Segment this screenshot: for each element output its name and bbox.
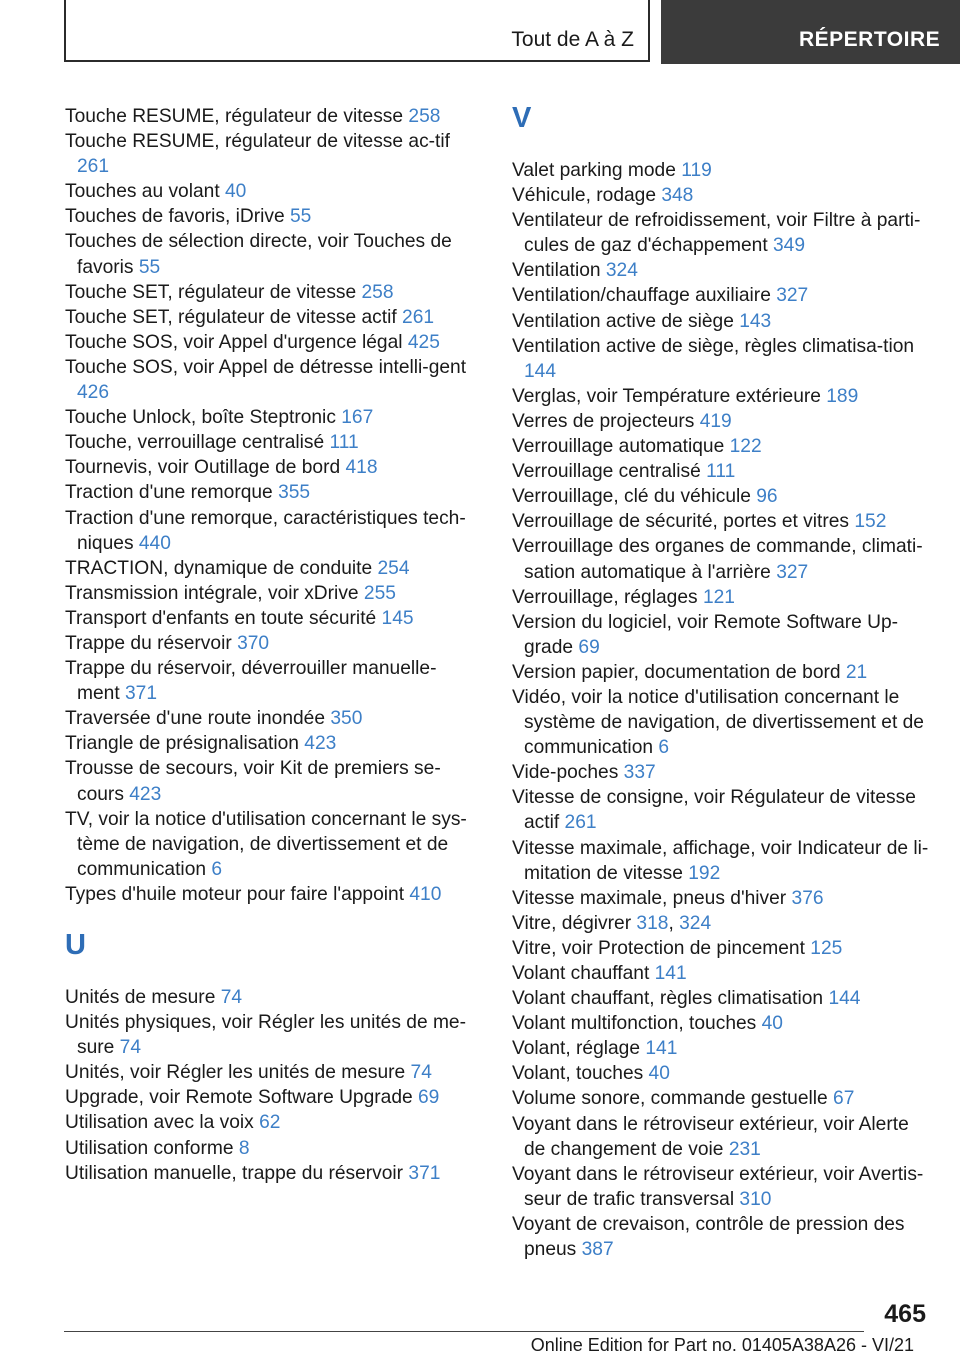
page-reference-link[interactable]: 261 [564, 812, 597, 834]
index-entry [65, 229, 475, 279]
index-entry-text: Ventilation active de siège [512, 310, 740, 332]
index-entry [512, 484, 932, 509]
index-entry-text: Touches de sélection directe, voir Touches de favoris [65, 231, 452, 278]
index-entry [512, 183, 932, 208]
index-entry [65, 731, 475, 756]
index-entry-text: Utilisation manuelle, trappe du réservoir [65, 1162, 409, 1184]
page-reference-link[interactable]: 152 [854, 511, 887, 533]
page-reference-link[interactable]: 337 [623, 762, 656, 784]
index-entry [512, 158, 932, 183]
index-entry [512, 886, 932, 911]
index-entry [65, 581, 475, 606]
index-entry-text: Volant multifonction, touches [512, 1013, 762, 1035]
page-reference-link[interactable]: 418 [345, 457, 378, 479]
index-entry [65, 882, 475, 907]
page-reference-link[interactable]: 69 [578, 636, 600, 658]
index-entry-text: Touche SOS, voir Appel d'urgence légal [65, 331, 408, 353]
index-entry: Vitre, dégivrer 318, 324 [512, 912, 712, 934]
index-entry [512, 1162, 932, 1212]
index-column-right [512, 104, 932, 1262]
page-reference-link[interactable]: 348 [661, 185, 694, 207]
index-entry [512, 986, 932, 1011]
index-entry [65, 1060, 475, 1085]
page-reference-link[interactable]: 261 [402, 306, 435, 328]
index-entry [512, 785, 932, 835]
page-reference-link[interactable]: 370 [237, 632, 270, 654]
page-reference-link[interactable]: 40 [648, 1063, 670, 1085]
index-entry [512, 1086, 932, 1111]
page-reference-link[interactable]: 67 [833, 1088, 855, 1110]
index-entry-text: Touche RESUME, régulateur de vitesse [65, 106, 409, 127]
index-entry-text: Touches de favoris, iDrive [65, 206, 291, 228]
page-reference-link[interactable]: 122 [729, 436, 762, 458]
index-entry [65, 1136, 475, 1161]
index-entry-text: Ventilation/chauffage auxiliaire [512, 285, 777, 307]
section-tab [64, 0, 650, 62]
chapter-tab [661, 0, 960, 64]
index-entry [65, 305, 475, 330]
index-entry [65, 631, 475, 656]
index-entry [512, 283, 932, 308]
page-reference-link[interactable]: 111 [329, 432, 359, 454]
page-reference-link[interactable]: 141 [654, 963, 687, 984]
index-entry-text: Version papier, documentation de bord [512, 661, 846, 683]
index-entry [65, 606, 475, 631]
index-entry [512, 1036, 932, 1061]
page-reference-link[interactable]: 40 [761, 1013, 783, 1035]
page-reference-link[interactable]: 426 [77, 382, 110, 404]
index-entry-text: Verrouillage des organes de commande, climati‐sation automatique à l'arrière [512, 536, 923, 583]
page-reference-link[interactable]: 410 [409, 883, 442, 905]
index-entry [512, 685, 932, 760]
index-entry [65, 1010, 475, 1060]
page-reference-link[interactable]: 55 [290, 206, 312, 228]
index-entry [65, 405, 475, 430]
page-reference-link[interactable]: 189 [826, 385, 859, 407]
index-entry-text: Tournevis, voir Outillage de bord [65, 457, 346, 479]
index-letter-heading: V [512, 102, 532, 134]
index-entry [65, 455, 475, 480]
index-entry-text: Touche SET, régulateur de vitesse actif [65, 306, 403, 328]
index-entry-text: Upgrade, voir Remote Software Upgrade [65, 1087, 419, 1109]
index-entry-text: Unités physiques, voir Régler les unités de me‐sure [65, 1012, 466, 1059]
index-entry [512, 585, 932, 610]
index-entry-text: Touche, verrouillage centralisé [65, 432, 330, 454]
page-reference-link[interactable]: 423 [304, 733, 337, 755]
page-reference-link[interactable]: 318 [636, 912, 669, 934]
index-entry [512, 961, 932, 986]
index-entry-text: Ventilation [512, 260, 606, 282]
page-reference-link[interactable]: 74 [410, 1062, 432, 1084]
index-entry [512, 208, 932, 258]
page-reference-link[interactable]: 310 [739, 1188, 772, 1210]
index-entry-text: Verrouillage, clé du véhicule [512, 486, 757, 508]
page-reference-link[interactable]: 143 [739, 310, 772, 332]
index-entry [65, 129, 475, 179]
page-reference-link[interactable]: 55 [138, 256, 161, 278]
index-entry [512, 1061, 932, 1086]
index-entry-text: Vitre, voir Protection de pincement [512, 937, 811, 959]
index-entry [512, 1112, 932, 1162]
index-entry [65, 807, 475, 882]
page-reference-link[interactable]: 144 [524, 360, 557, 382]
index-entry [65, 656, 475, 706]
page-reference-link[interactable]: 355 [278, 482, 311, 504]
index-entry [512, 836, 932, 886]
index-entry-text: Vitesse de consigne, voir Régulateur de vitesse actif [512, 787, 916, 834]
page-reference-link[interactable]: 261 [77, 156, 110, 178]
index-entry-text: Verrouillage de sécurité, portes et vitres [512, 511, 855, 533]
index-entry [65, 756, 475, 806]
index-entry [65, 355, 475, 405]
index-entry-text: TV, voir la notice d'utilisation concernant le sys‐tème de navigation, de divertissement et de communication [65, 808, 467, 880]
page-reference-link[interactable]: 350 [330, 708, 363, 730]
index-entry-text: Volume sonore, commande gestuelle [512, 1088, 834, 1110]
page-reference-link[interactable]: 440 [138, 532, 171, 554]
index-entry-text: Touche RESUME, régulateur de vitesse ac‐tif [65, 131, 450, 153]
section-tab-label: Tout de A à Z [511, 28, 634, 51]
page-reference-link[interactable]: 231 [728, 1138, 761, 1160]
page-reference-link[interactable]: 40 [225, 181, 247, 203]
page-reference-link[interactable]: 192 [688, 862, 721, 884]
page-reference-link[interactable]: 419 [699, 410, 732, 432]
index-entry-text: Utilisation conforme [65, 1137, 239, 1159]
index-entry [65, 280, 475, 305]
page-reference-link[interactable]: 121 [702, 586, 735, 608]
page-reference-link[interactable]: 255 [363, 582, 396, 604]
index-entry-text: Volant, réglage [512, 1038, 646, 1060]
index-entry-text: Trappe du réservoir [65, 632, 238, 654]
page-reference-link[interactable]: 74 [220, 987, 243, 1008]
index-entry [512, 434, 932, 459]
page-reference-link[interactable]: 62 [259, 1112, 281, 1134]
index-entry-text: Unités, voir Régler les unités de mesure [65, 1062, 411, 1084]
index-entry-text: Voyant dans le rétroviseur extérieur, voir Avertis‐seur de trafic transversal [512, 1163, 924, 1210]
index-entry-text: Traversée d'une route inondée [65, 708, 331, 730]
page-reference-link[interactable]: 96 [756, 486, 778, 508]
index-entry [65, 204, 475, 229]
index-entry-text: Utilisation avec la voix [65, 1112, 260, 1134]
page-reference-link[interactable]: 387 [581, 1239, 614, 1261]
index-entry-text: Verrouillage automatique [512, 436, 730, 458]
page-reference-link[interactable]: 258 [408, 106, 441, 127]
page-reference-link[interactable]: 141 [645, 1038, 678, 1060]
index-entry [65, 706, 475, 731]
page-reference-link[interactable]: 144 [828, 988, 861, 1010]
index-entry [512, 309, 932, 334]
index-entry-text: Volant chauffant, règles climatisation [512, 988, 829, 1010]
index-entry-text: Touches au volant [65, 181, 226, 203]
index-entry [65, 430, 475, 455]
index-entry-text: Touche SOS, voir Appel de détresse intelli‐gent [65, 356, 467, 378]
index-entry-text: Version du logiciel, voir Remote Software Up‐grade [512, 611, 899, 658]
chapter-tab-label: RÉPERTOIRE [799, 28, 941, 51]
index-entry-text: TRACTION, dynamique de conduite [65, 557, 378, 579]
page-reference-link[interactable]: 258 [361, 281, 394, 303]
index-entry [65, 985, 475, 1010]
page-reference-link[interactable]: 327 [776, 285, 809, 307]
page-reference-link[interactable]: 69 [418, 1087, 440, 1109]
index-entry-text: Voyant de crevaison, contrôle de pression des pneus [512, 1213, 905, 1261]
index-entry-text: Types d'huile moteur pour faire l'appoint [65, 883, 410, 905]
index-entry-text: Vitesse maximale, affichage, voir Indicateur de li‐mitation de vitesse [512, 837, 929, 884]
page-reference-link[interactable]: 376 [791, 887, 824, 909]
page-reference-link[interactable]: 119 [681, 160, 712, 181]
index-entry [512, 610, 932, 660]
page-reference-link[interactable]: 423 [129, 783, 162, 805]
index-entry-text: Touche Unlock, boîte Steptronic [65, 407, 342, 429]
index-entry-text: Vitesse maximale, pneus d'hiver [512, 887, 792, 909]
page-reference-link[interactable]: 324 [679, 912, 712, 934]
page-reference-link[interactable]: 327 [776, 561, 809, 583]
page-reference-link[interactable]: 324 [605, 260, 638, 282]
index-entry-text: Voyant dans le rétroviseur extérieur, voir Alerte de changement de voie [512, 1113, 909, 1160]
page-reference-link[interactable]: 371 [408, 1162, 441, 1184]
page-reference-link[interactable]: 371 [125, 683, 158, 705]
index-entry-text: Valet parking mode [512, 160, 682, 181]
index-entry [65, 556, 475, 581]
index-entry-text: Touche SET, régulateur de vitesse [65, 281, 362, 303]
page-reference-link[interactable]: 74 [119, 1037, 142, 1059]
footer-edition: Online Edition for Part no. 01405A38A26 - VI/21 [530, 1335, 914, 1355]
index-entry [512, 1212, 932, 1262]
index-entry-text: Traction d'une remorque, caractéristiques tech‐niques [65, 507, 466, 554]
index-entry-text: Trappe du réservoir, déverrouiller manuelle‐ment [65, 658, 437, 705]
index-entry-text: Ventilateur de refroidissement, voir Filtre à parti‐cules de gaz d'échappement [512, 210, 921, 257]
index-entry [512, 534, 932, 584]
page-reference-link[interactable]: 145 [381, 607, 414, 629]
index-entry-text: Volant chauffant [512, 963, 655, 984]
page-reference-link[interactable]: 6 [211, 858, 223, 880]
index-entry [65, 330, 475, 355]
page-reference-link[interactable]: 254 [377, 557, 410, 579]
index-entry [65, 506, 475, 556]
index-entry [65, 1110, 475, 1135]
index-entry [65, 480, 475, 505]
index-entry-text: Ventilation active de siège, règles climatisa‐tion [512, 335, 915, 357]
page-header [0, 0, 960, 64]
index-entry [65, 104, 475, 129]
index-entry [65, 1085, 475, 1110]
index-entry-text: Vitre, dégivrer [512, 912, 637, 934]
index-entry-text: Vidéo, voir la notice d'utilisation concernant le système de navigation, de divertissement et de communication [512, 686, 924, 759]
index-entry [512, 509, 932, 534]
page-reference-link[interactable]: 6 [658, 737, 670, 759]
index-entry [512, 936, 932, 961]
index-entry [512, 660, 932, 685]
index-entry-text: Verrouillage centralisé [512, 461, 707, 483]
index-entry-text: Transmission intégrale, voir xDrive [65, 582, 364, 604]
index-entry-text: Triangle de présignalisation [65, 733, 305, 755]
index-entry [65, 1161, 475, 1186]
index-entry-text: Unités de mesure [65, 987, 221, 1008]
index-entry [512, 409, 932, 434]
index-entry-text: Véhicule, rodage [512, 185, 662, 207]
index-entry-text: Transport d'enfants en toute sécurité [65, 607, 382, 629]
page-number: 465 [884, 1300, 926, 1328]
index-entry-text: Volant, touches [512, 1063, 649, 1085]
index-entry [512, 384, 932, 409]
index-entry [512, 258, 932, 283]
index-entry-text: Verglas, voir Température extérieure [512, 385, 827, 407]
index-entry-text: Vide-poches [512, 762, 624, 784]
index-entry-text: Verrouillage, réglages [512, 586, 703, 608]
page-reference-link[interactable]: 167 [341, 407, 374, 429]
index-entry [512, 334, 932, 384]
index-entry [512, 459, 932, 484]
index-letter-heading: U [65, 929, 86, 961]
index-entry-text: Verres de projecteurs [512, 410, 700, 432]
footer-divider [64, 1331, 864, 1332]
index-entry [512, 760, 932, 785]
page-reference-link[interactable]: 425 [407, 331, 440, 353]
index-entry [65, 179, 475, 204]
index-entry [512, 1011, 932, 1036]
page-reference-link[interactable]: 125 [810, 937, 843, 959]
index-column-left [65, 104, 475, 1186]
page-reference-link[interactable]: 111 [706, 461, 736, 483]
page-reference-link[interactable]: 21 [845, 661, 868, 683]
page-reference-link[interactable]: 349 [773, 235, 806, 257]
index-entry-text: Trousse de secours, voir Kit de premiers se‐cours [65, 758, 441, 805]
page-reference-link[interactable]: 8 [238, 1137, 250, 1159]
index-entry-text: Traction d'une remorque [65, 482, 279, 504]
